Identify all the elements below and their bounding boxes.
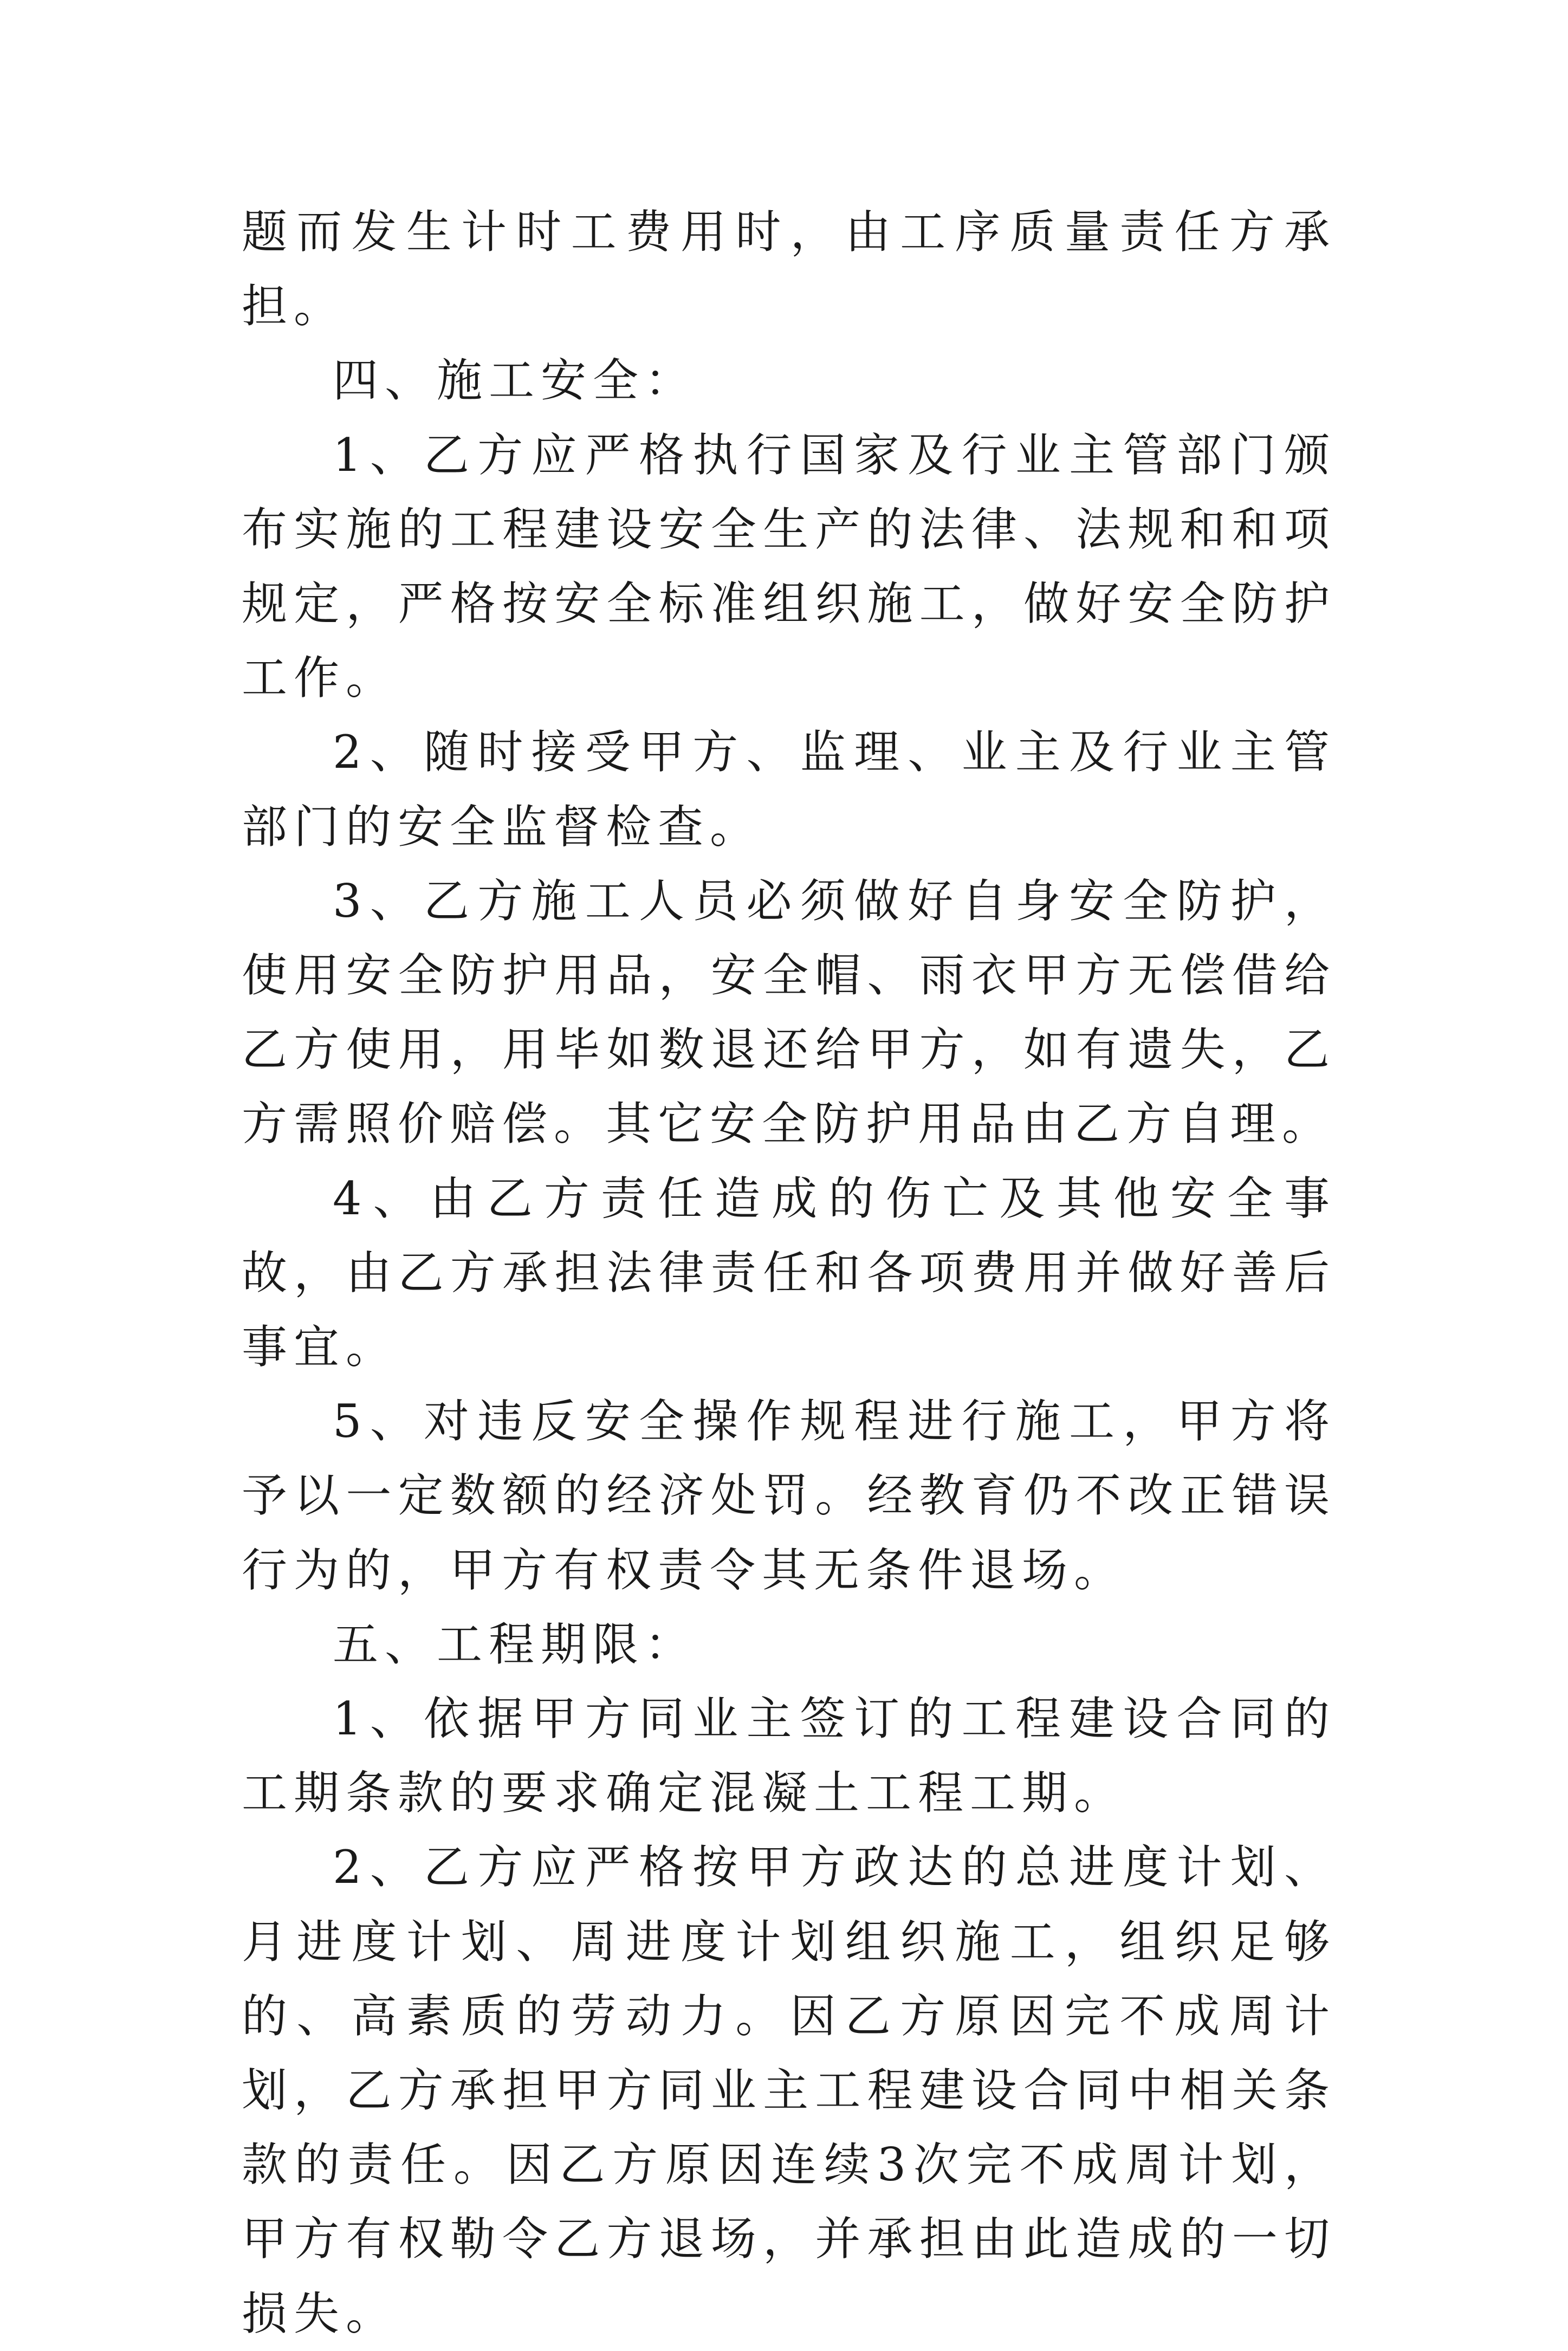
- section-heading-construction-safety: 四、施工安全：: [333, 354, 697, 407]
- safety-clause-4: 4、由乙方责任造成的伤亡及其他安全事故，由乙方承担法律责任和各项费用并做好善后事宜。: [242, 1171, 1336, 1374]
- section-heading-project-duration: 五、工程期限：: [333, 1617, 697, 1671]
- duration-clause-2: 2、乙方应严格按甲方政达的总进度计划、月进度计划、周进度计划组织施工，组织足够的、高素质的劳动力。因乙方原因完不成周计划，乙方承担甲方同业主工程建设合同中相关条款的责任。因乙方原因连续3次完不成周计划，甲方有权勒令乙方退场，并承担由此造成的一切损失。: [242, 1841, 1336, 2340]
- duration-clause-1: 1、依据甲方同业主签订的工程建设合同的工期条款的要求确定混凝土工程工期。: [242, 1692, 1336, 1820]
- document-body: [242, 195, 1336, 2351]
- safety-clause-3: 3、乙方施工人员必须做好自身安全防护，使用安全防护用品，安全帽、雨衣甲方无偿借给乙方使用，用毕如数退还给甲方，如有遗失，乙方需照价赔偿。其它安全防护用品由乙方自理。: [242, 874, 1336, 1151]
- safety-clause-5: 5、对违反安全操作规程进行施工，甲方将予以一定数额的经济处罚。经教育仍不改正错误行为的，甲方有权责令其无条件退场。: [242, 1395, 1336, 1597]
- safety-clause-1: 1、乙方应严格执行国家及行业主管部门颁布实施的工程建设安全生产的法律、法规和和项规定，严格按安全标准组织施工，做好安全防护工作。: [242, 428, 1336, 705]
- safety-clause-2: 2、随时接受甲方、监理、业主及行业主管部门的安全监督检查。: [242, 726, 1336, 853]
- paragraph-continuation: 题而发生计时工费用时，由工序质量责任方承担。: [242, 205, 1336, 333]
